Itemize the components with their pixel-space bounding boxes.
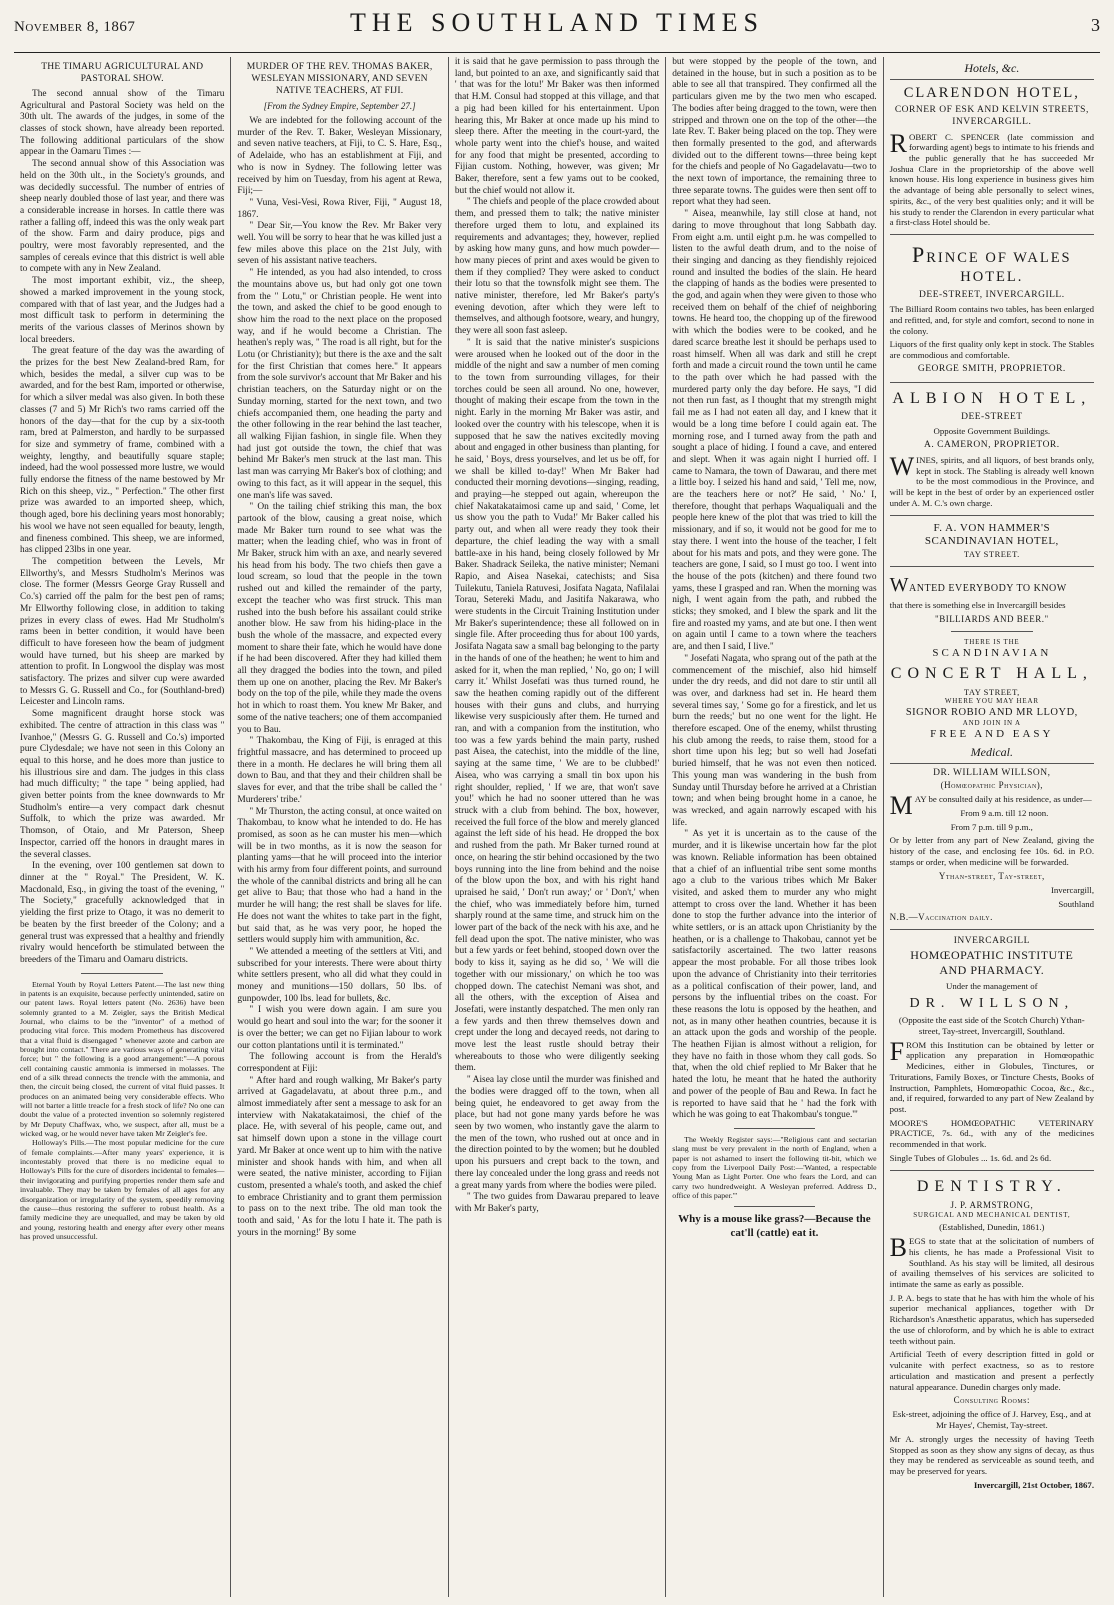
paragraph: it is said that he gave permission to pass through the land, but pointed to an axe, and significantly said that ' that was for the lotu!' Mr Baker was then informed that H.M. Consul had stopped at this village, and that a pig had been killed for his entertainment. Upon hearing this, Mr Baker at once made up his mind to sleep there. After the meeting in the court-yard, the whole party went into the chief's house, and waited for any food that might be presented, according to Fijian custom. Nothing, however, was given; Mr Baker, therefore, sent a few yams out to be cooked, but the chief would not allow it. <box>454 57 660 196</box>
ad-albion-hotel <box>890 389 1094 509</box>
divider <box>890 515 1094 516</box>
article-heading-timaru-show: THE TIMARU AGRICULTURAL AND PASTORAL SHOW. <box>41 61 204 84</box>
section-title-hotels: Hotels, &c. <box>890 61 1094 80</box>
ad-date: Invercargill, 21st October, 1867. <box>973 1479 1095 1490</box>
ad-title: ALBION HOTEL, <box>892 389 1092 407</box>
divider <box>890 566 1094 567</box>
ad-town: INVERCARGILL. <box>952 116 1032 127</box>
ad-address: Invercargill, <box>1050 884 1095 895</box>
dropcap: P <box>912 242 927 268</box>
ad-body: MOORE'S HOMŒOPATHIC VETERINARY PRACTICE, 7s. 6d., with any of the medicines recommended in that work. <box>889 1117 1095 1150</box>
paragraph: " The chiefs and people of the place crowded about them, and pressed them to talk; the native minister therefore urged them to lotu, and explained its requirements and advantages; they, however, replied by asking how many guns, and how much powder—how many pieces of print and axes would be given to them if they complied? They were asked to conduct their lotu so that the townsfolk might see them. The native minister, therefore, led Mr Baker's party's evening devotion, after which they were left to themselves, and although footsore, weary, and hungry, they were all soon fast asleep. <box>454 197 660 337</box>
ad-line: WHERE YOU MAY HEAR <box>944 697 1039 706</box>
column-2 <box>231 57 448 1597</box>
ad-opposite: Opposite Government Buildings. <box>933 426 1051 437</box>
ad-address: (Opposite the east side of the Scotch Church) Ythan-street, Tay-street, Invercargill, Southland. <box>898 1015 1085 1037</box>
ad-hours: From 7 p.m. till 9 p.m., <box>950 821 1033 832</box>
ad-body: The Billiard Room contains two tables, has been enlarged and refitted, and, for style and comfort, second to none in the colony. <box>889 304 1095 336</box>
ad-title: AND PHARMACY. <box>939 963 1045 978</box>
paragraph: " I wish you were down again. I am sure you would go heart and soul into the war; for the sooner it is over the better; we can get no Fijian labour to work our cotton plantations until it is terminated." <box>237 1005 442 1051</box>
ad-title <box>890 241 1094 286</box>
ad-dentistry <box>890 1177 1094 1491</box>
ad-text: INES, spirits, and all liquors, of best brands only, kept in stock. The Stabling is already well known to be the most commodious in the Province, and will be kept in the best of order by an experienced ostler under A. M. C.'s own charge. <box>889 454 1095 508</box>
ad-body: Single Tubes of Globules ... 1s. 6d. and 2s 6d. <box>889 1152 1052 1163</box>
column-4 <box>666 57 883 1597</box>
ad-body <box>889 128 1095 228</box>
paragraph: " On the tailing chief striking this man, the box partook of the blow, causing a great noise, which made Mr Baker turn round to see what was the matter; when the leading chief, who was in front of Mr Baker, struck him with an axe, and nearly severed his head from his body. The two chiefs then gave a loud scream, so loud that the people in the town rushed out and killed the remainder of the party, except the teacher who was first struck. This man rushed into the bush before his assailant could strike another blow. He saw from his hiding-place in the bush the whole of the massacre, and expected every moment to share their fate, which he would have done if he had been discovered. After they had killed them all they dragged the bodies into the town, and piled them up one on another, placing the Rev. Mr Baker's body on the top of the pile, while they made the ovens hot in which to roast them. You knew Mr Baker, and some of the native teachers; one of them accompanied you to Bau. <box>237 502 442 735</box>
paragraph: " It is said that the native minister's suspicions were aroused when he looked out of the door in the middle of the night and saw a number of men coming to the town from surrounding villages, for their torches could be seen all around. No one, however, thought of making their escape from the town in the night. Early in the morning Mr Baker was astir, and looked over the country with his telescope, when it is supposed that he saw the natives excitedly moving about and engaged in other business than planting, for he said, ' Boys, dress yourselves, and let us be off, for we shall be killed to-day!' When Mr Baker had conducted their morning devotions—singing, reading, and praying—he stepped out again, whereupon the chief Nakatakataimosi came up and said, ' Come, let us show you the path to Vuda!' Mr Baker called his party out, and when all were ready they took their departure, the chief leading the way with a small battle-axe in his hand, being closely followed by Mr Baker. Shadrack Seileka, the native minister; Nemani Rapio, and Aisea Nasekai, catechists; and Sisa Tuilekutu, Taniela Ratuvesi, Josifata Nagata, Nafilalai Torau, Setereki Madu, and Jasitifa Nakarawa, who were students in the Circuit Training Institution under Mr Baker's superintendence; these all followed on in single file. After proceeding thus for about 100 yards, Josifata Nagata saw a small bag belonging to the party in the hands of one of the heathen; he went to him and asked for it, when the man replied, ' No, go on; I will carry it.' Whilst Josefati was thus turned round, he saw the heathen coming rapidly out of the different houses with their guns and clubs, and hurrying likewise very suspiciously after them. He turned and ran, and with a companion from the institution, who too was a few yards behind the main party, rushed past Aisea, the catechist, into the middle of the line, saying at the same time, ' We are to be clubbed!' Aisea, who was carrying a small tin box upon his right shoulder, replied, ' If we are, that won't save you!' which he had no sooner uttered than he was struck with a club from behind. The box, however, received the full force of the blow and merely glanced against the left side of his head. He dropped the box and rushed from the path. Mr Baker turned round at once, on hearing the stir behind occasioned by the two boys running into the line from behind and the noise of the blow upon the box, and with his right hand upraised he said, ' Don't run away;' or ' Don't,' when the chief, who was immediately before him, turned sharply round at the same time, and struck him on the lower part of the back of the neck with his axe, and he fell dead upon the spot. The native minister, who was but a few yards or feet behind, stooped down over the body to kiss it, saying as he did so, ' We will die together with our missionary,' on which he too was chopped down. The catechist Nemani was shot, and all the others, with the exception of Aisea and Josefati, were instantly despatched. The men only ran a few yards and then threw themselves down and crept under the long and decayed reeds, not daring to move lest the least rustle should betray their whereabouts to those who were diligently seeking them. <box>454 337 660 1074</box>
dropcap: W <box>889 451 915 481</box>
paragraph: " Dear Sir,—You know the Rev. Mr Baker very well. You will be sorry to hear that he was killed just a few miles above this place on the 21st July, with seven of his assistant native teachers. <box>237 221 442 267</box>
ad-role: SURGICAL AND MECHANICAL DENTIST, <box>913 1210 1071 1219</box>
ad-quote: "BILLIARDS AND BEER." <box>935 614 1049 625</box>
ad-concert-hall <box>890 638 1094 741</box>
ad-address: DEE-STREET <box>961 411 1023 422</box>
ad-line: SCANDINAVIAN <box>932 647 1052 660</box>
ad-subtitle: (Homœopathic Physician), <box>940 780 1044 791</box>
ad-title-text: RINCE OF WALES HOTEL. <box>926 250 1072 286</box>
ad-title: HOMŒOPATHIC INSTITUTE <box>910 948 1074 963</box>
ad-prince-of-wales-hotel <box>890 241 1094 376</box>
paragraph: " The two guides from Dawarau prepared to leave with Mr Baker's party, <box>454 1192 660 1214</box>
ad-name: J. P. ARMSTRONG, <box>950 1199 1034 1210</box>
column-5-advertisements <box>884 57 1100 1597</box>
ad-clarendon-hotel <box>890 84 1094 228</box>
ad-text: OBERT C. SPENCER (late commission and forwarding agent) begs to intimate to his friends and the public generally that he has succeeded Mr Joshua Clare in the proprietorship of the above well known house. His long experience in business gives him the advantage of being able personally to select wines, spirits, &c., of the very best qualities only; and it will be his study to render the Clarendon in every particular what a first-class Hotel should be. <box>889 131 1095 228</box>
divider <box>890 929 1094 930</box>
ad-text: AY be consulted daily at his residence, as under— <box>914 794 1092 805</box>
ad-text: ROM this Institution can be obtained by letter or application any preparation in Homœopathic Medicines, either in Globules, Tinctures, or Triturations, Family Boxes, or Tincture Chests, Books of Instruction, Pamphlets, Homœopathic Cocoa, &c., &c., and, if required, forwarded to any part of New Zealand by post. <box>889 1039 1095 1115</box>
paragraph: The most important exhibit, viz., the sheep, showed a marked improvement in the young stock, compared with that of last year, and the Judges had a most difficult task to perform in determining the merits of the various classes of Merinos shown by local breeders. <box>20 276 225 345</box>
newspaper-title: THE SOUTHLAND TIMES <box>350 8 764 37</box>
ad-proprietor-name: F. A. VON HAMMER'S <box>933 521 1051 534</box>
paragraph: The competition between the Levels, Mr Ellworthy's, and Messrs Studholm's Merinos was close. The former (Messrs George Gray Russell and Co.'s) carried off the palm for the best pen of rams; Mr Ellworthy following close, in addition to taking prizes in every class of ewes. Had Mr Studholm's rams been in better condition, it would have been difficult to have foreseen how the beam of judgment would have turned, but his sheep are marked by attention to profit. In Longwool the display was most satisfactory. The prizes and silver cup were awarded to Messrs G. G. Russell and Co., for (Southland-bred) Leicester and Lincoln rams. <box>20 557 225 708</box>
ad-body <box>889 1233 1095 1290</box>
ad-title: CLARENDON HOTEL, <box>903 84 1080 101</box>
ad-body: Or by letter from any part of New Zealand, giving the history of the case, and enclosing fee 10s. 6d. in P.O. stamps or order, when medicine will be forwarded. <box>889 835 1095 867</box>
columns <box>14 57 1100 1597</box>
ad-line: INVERCARGILL <box>953 936 1030 947</box>
dropcap: R <box>889 128 907 158</box>
ad-wanted <box>890 573 1094 626</box>
column-1 <box>14 57 231 1597</box>
paragraph: In the evening, over 100 gentlemen sat down to dinner at the " Royal." The President, W. K. Macdonald, Esq., in giving the toast of the evening, " The Society," gracefully acknowledged that in yielding the first prize to Otago, it was no demerit to be beaten by the first breeder of the Colony; and a general trust was expressed that a healthy and friendly rivalry would henceforth be stimulated between the breeders of the Timaru and Oamaru districts. <box>20 861 225 965</box>
paragraph: Some magnificent draught horse stock was exhibited. The centre of attraction in this class was " Ivanhoe," (Messrs G. G. Russell and Co.'s) imported pure Clydesdale; we have not seen in this Colony an equal to this horse, and he does more than justice to his illustrious sire and dam. The judges in this class had much difficulty; " the tape " being applied, had given better points from the knee downwards to Mr Studholm's entire—a very compact dark chesnut Suffolk, to which the prize was awarded. Mr Thomson, of Otaio, and Mr Paterson, Sheep Inspector, carried off the honors in draught mares in the several classes. <box>20 709 225 860</box>
paragraph: " Aisea lay close until the murder was finished and the bodies were dragged off to the town, when all being quiet, he endeavored to get away from the place, but had not gone many yards before he was seen by two women, who instantly gave the alarm to the men of the town, who rushed out at once and in the direction pointed to by the women; but he doubled upon his pursuers and crept back to the town, and there lay concealed under the long grass and reeds not a great many yards from where the bodies were piled. <box>454 1075 660 1191</box>
paragraph: " Mr Thurston, the acting consul, at once waited on Thakombau, to know what he intended to do. He has promised, as soon as he can muster his men—which will be in two months, as it is now the season for planting yams—that he will proceed into the interior with his army from four different points, and surround the whole of the cannibal districts and bring all he can get alive to Bau; that those who had a hand in the murder he will hang; the rest shall be slaves for life. He does not want the whites to take part in the fight, but said that, as he was very poor, he hoped the settlers would supply him with ammunition, &c. <box>237 806 442 946</box>
paragraph: The following account is from the Herald's correspondent at Fiji: <box>237 1052 442 1074</box>
dropcap: F <box>889 1036 905 1066</box>
masthead <box>14 8 1100 53</box>
ad-body: Liquors of the first quality only kept in stock. The Stables are commodious and comfortable. <box>889 339 1095 361</box>
ad-note: N.B.—Vaccination daily. <box>889 912 993 923</box>
ad-body: that there is something else in Invercargill besides <box>889 600 1066 611</box>
ad-rooms: Esk-street, adjoining the office of J. Harvey, Esq., and at Mr Hayes', Chemist, Tay-street. <box>892 1409 1092 1431</box>
ad-title: SCANDINAVIAN HOTEL, <box>924 535 1059 548</box>
ad-proprietor: A. CAMERON, PROPRIETOR. <box>924 440 1060 451</box>
ad-body <box>889 451 1095 509</box>
ad-address: Southland <box>1058 898 1095 909</box>
ad-line: FREE AND EASY <box>930 727 1054 740</box>
issue-date: November 8, 1867 <box>14 19 136 35</box>
article-heading-baker-murder: MURDER OF THE REV. THOMAS BAKER, WESLEYAN MISSIONARY, AND SEVEN NATIVE TEACHERS, AT FIJI. <box>246 61 433 96</box>
divider <box>734 1206 816 1207</box>
ad-title: CONCERT HALL, <box>890 664 1093 682</box>
divider <box>890 382 1094 383</box>
ad-performers: SIGNOR ROBIO AND MR LLOYD, <box>905 706 1078 718</box>
ad-body: Mr A. strongly urges the necessity of having Teeth Stopped as soon as they show any signs of decay, as thus they may be rendered as serviceable as sound teeth, and may be preserved for years. <box>889 1433 1095 1477</box>
paragraph: " We attended a meeting of the settlers at Viti, and subscribed for your interests. There were about thirty white settlers present, who all did what they could in money and munitions—150 dollars, 50 lbs. of gunpowder, 100 lbs. lead for bullets, &c. <box>237 946 442 1004</box>
paragraph: " Vuna, Vesi-Vesi, Rowa River, Fiji, " August 18, 1867. <box>237 197 442 220</box>
paragraph: " After hard and rough walking, Mr Baker's party arrived at Gagadelavatu, at about three p.m., and almost immediately after sent a message to ask for an interview with Nakatakataimosi, the chief of the place. He, with several of his people, came out, and sat himself down upon a stone in the village court yard. Mr Baker at once went up to him with the native minister and shook hands with him, and when all were seated, the native minister, according to Fijian custom, presented a whale's tooth, and asked the chief to embrace Christianity and to grant them permission to pass on to the next tribe. The old man took the tooth and said, ' As for the lotu I hate it. The path is yours in the morning!' By some <box>237 1075 442 1238</box>
ad-hours: From 9 a.m. till 12 noon. <box>960 808 1049 819</box>
divider <box>890 1170 1094 1171</box>
ad-dr-willson <box>890 768 1094 923</box>
ad-body <box>889 1036 1095 1115</box>
ad-title: DR. WILLIAM WILLSON, <box>933 768 1051 779</box>
section-title-medical: Medical. <box>890 745 1094 764</box>
paragraph-holloway: Holloway's Pills.—The most popular medicine for the cure of female complaints.—After many years' experience, it is incontestably proved that there is no medicine equal to Holloway's Pills for the cure of disorders incidental to females—their invigorating and purifying properties render them safe and invaluable. They may be taken by females of all ages for any disorganization or irregularity of the system, speedily removing the cause—thus restoring the sufferer to robust health. As a family medicine they are unequalled, and may be taken by old and young, restoring health and energy after every other means has proved unsuccessful. <box>20 1138 225 1241</box>
ad-doctor: DR. WILLSON, <box>909 995 1075 1011</box>
article-source: [From the Sydney Empire, September 27.] <box>263 100 416 111</box>
ad-title-text: ANTED EVERYBODY TO KNOW <box>909 582 1067 594</box>
ad-title <box>890 573 1094 598</box>
paragraph: The great feature of the day was the awarding of the prizes for the best New Zealand-bred Ram, for which, besides the medal, a silver cup was to be awarded, and for the best Ram, imported or otherwise, for which a silver medal was also given. In both these classes (7 and 5) Mr Rich's two rams carried off the honors of the day—that for the cup by a six-tooth ram, bred at Palmerston, and hardly to be surpassed for size and symmetry of frame, combined with a weighty, lengthy, and beautifully square staple; indeed, had the wool possessed more lustre, we would fully endorse the fitness of the name bestowed by Mr Rich on this sheep, viz., " Perfection." The other first prize was awarded to an imported sheep, which, though aged, bore his declining years most honorably; his wool we have not seen equalled for beauty, length, and fineness combined. This sheep, we are informed, has clipped 23lbs in one year. <box>20 346 225 556</box>
ad-address: DEE-STREET, INVERCARGILL. <box>919 289 1065 300</box>
ad-established: (Established, Dunedin, 1861.) <box>939 1222 1045 1233</box>
paragraph: " Aisea, meanwhile, lay still close at hand, not daring to move throughout that long Sabbath day. From eight a.m. until eight p.m. he was compelled to listen to the awful death drum, and to the noise of their singing and dancing as they fiendishly rejoiced round and insulted the bodies of the slain. He heard the clapping of hands as the bodies were presented to the god, and again when they were given to those who received them on behalf of the chief of neighboring towns. He heard too, the chopping up of the firewood with which the bodies were to be cooked, and he dared scarce breathe lest it should be perhaps used to roast himself. When all was dark and still he crept forth and made a circuit round the town until he came to the path over which he had passed with the murdered party only the day before. He says, "I did not then run fast, as I thought that my strength might fail me as I had not eaten all day, and I knew that it would be a long time before I could again eat. The morning rose, and I turned away from the path and sought a place of hiding. I found a cave, and entered and slept. When it was again night I hurried off. I came to Namara, the town of Dawarau, and there met a little boy. I seized his hand and said, ' Tell me, now, are the teachers here or not?' He said, ' No.' I, therefore, thought that perhaps Waqualiquali and the people here knew of the plot that was tried to kill the missionary, and if so, it would not be good for me to stay there. I went into the house of the teacher, I felt about for his mats and pots, and they were gone. The teachers are gone, I said, so I must go too. I went into the house of the pots (kitchen) and there found two yams, these I grasped and ran. When the morning was nigh, I went again from the path, and rubbed the sticks; they smoked, and I blew the spark and lit the fire and roasted my yams, and ate but one. I then went on again until I came to a town where the teachers are, and then I said, I live." <box>672 209 877 653</box>
page-number: 3 <box>1091 15 1100 35</box>
paragraph: but were stopped by the people of the town, and detained in the house, but in such a position as to be able to see all that transpired. They confirmed all the particulars given me by the two men who escaped. The bodies after being dragged to the town, were then stripped and thrown one on the top of the other—the late Rev. T. Baker being placed on the top. They were then formally presented to the god, and afterwards divided out to the different towns—three being kept for the chiefs and people of No Gagadelavatu—two to the next town of importance, the remaining three to three separate towns. The guides were then sent off to report what they had seen. <box>672 57 877 208</box>
ad-title: DENTISTRY. <box>916 1177 1067 1195</box>
riddle: Why is a mouse like grass?—Because the cat'll (cattle) eat it. <box>678 1213 871 1240</box>
ad-line: THERE IS THE <box>964 638 1020 647</box>
paragraph: The second annual show of the Timaru Agricultural and Pastoral Society was held on the 30th ult. The awards of the judges, in some of the classes of stock shown, have already been reported. The following additional particulars of the show appear in the Oamaru Times :— <box>20 88 225 158</box>
dropcap: W <box>889 573 910 596</box>
ad-rooms-title: Consulting Rooms: <box>953 1395 1031 1406</box>
divider <box>734 1128 816 1129</box>
ad-homoeopathic-institute <box>890 936 1094 1163</box>
divider <box>951 631 1033 632</box>
ad-scandinavian-hotel <box>890 522 1094 560</box>
paragraph: " Josefati Nagata, who sprang out of the path at the commencement of the mischief, also hid himself under the dry reeds, and did not dare to stir until all was over, and darkness had set in. He heard them several times say, ' Some go for a firestick, and let us burn the reeds;' but no one went for the light. He therefore escaped. One of the enemy, whilst thrusting his club among the reeds, to raise them, stood for a short time upon his leg; but so well had Josefati buried himself, that he was not even then noticed. This young man was wandering in the bush from Sunday until Thursday before he arrived at a Christian town; and when being brought home in a canoe, he was wrecked, and again narrowly escaped with his life. <box>672 653 877 828</box>
paragraph-weekly-register: The Weekly Register says:—"Religious cant and sectarian slang must be very prevalent in the north of England, when a paper is not ashamed to insert the following tit-bit, which we copy from the Liverpool Daily Post:—'Wanted, a respectable Young Man as Light Porter. One who fears the Lord, and can carry two hundredweight. A Wesleyan preferred. Address D., office of this paper.'" <box>672 1134 877 1201</box>
paragraph: " He intended, as you had also intended, to cross the mountains above us, but had only got one town from the " Lotu," or Christian people. He went into the town, and asked the chief to be good enough to show him the road to the next place on the proposed way, and if he would become a Christian. The heathen's reply was, " The road is all right, but for the Lotu (or Christianity); but there is the axe and the salt for the first Christian that comes here." It appears from the sole survivor's account that Mr Baker and his christian teachers, on the Saturday night or on the Sunday morning, started for the next town, and two chiefs accompanied them, one heading the party and the other following in the rear behind the last teacher, all walking Fijian fashion, in single file. When they had just got outside the town, the chief that was behind Mr Baker's men struck at the last man. This last man was carrying Mr Baker's box of clothing; and owing to this fact, as it will appear in the sequel, this one man's life was saved. <box>237 268 442 501</box>
divider <box>890 234 1094 235</box>
paragraph: The second annual show of this Association was held on the 30th ult., in the Society's grounds, and was decidedly successful. The number of entries of sheep nearly doubled those of last year, and there was a considerable increase in horses. In cattle there was rather a falling off, indeed this was the only weak part of the show. Farm and dairy produce, pigs and poultry, were most favorably represented, and the samples of cereals evince that this district is well able to compete with any in New Zealand. <box>20 159 225 275</box>
ad-address: Ythan-street, Tay-street, <box>938 870 1045 881</box>
divider <box>81 973 163 974</box>
ad-address: TAY STREET, <box>963 686 1020 697</box>
ad-address: TAY STREET. <box>963 548 1020 559</box>
ad-line: Under the management of <box>946 981 1038 992</box>
ad-body: J. P. A. begs to state that he has with him the whole of his superior mechanical appliances, together with Dr Richardson's Anæsthetic apparatus, which has superseded the use of chloroform, and by which he is able to extract teeth without pain. <box>889 1292 1095 1346</box>
paragraph: " As yet it is uncertain as to the cause of the murder, and it is likewise uncertain how far the plot was known. Reliable information has been obtained that a chief of an influential tribe sent some months ago a club to the various tribes which Mr Baker visited, and asked them to murder any who might attempt to cross over the land. Whether it has been done to stop the further advance into the interior of white settlers, or is an attack upon Christianity by the heathen, or is a challenge to Thakobau, cannot yet be satisfactorily ascertained. The two latter reasons appear the most probable. For all those tribes look upon the advance of Christianity into their territories as a political confiscation of their power, land, and persons by the influential tribes on the coast. For these reasons the lotu is opposed by the heathen, and not, as in many other heathen countries, because it is an attack upon the gods and worship of the people. The heathen Fijian is almost without a religion, for they have no faith in those whom they call gods. So that, when the old chief replied to Mr Baker that he hated the lotu, he meant that he hated the authority and power of the people of Bau and Rewa. In fact he is reported to have said that he ' had the fork with which he was going to eat Thakombau's tongue.'" <box>672 829 877 1121</box>
dropcap: B <box>889 1233 907 1263</box>
dropcap: M <box>889 791 913 821</box>
ad-body: Artificial Teeth of every description fitted in gold or vulcanite with perfect exactness, so as to restore articulation and mastication and present a perfectly natural appearance. Dunedin charges only made. <box>889 1349 1095 1392</box>
paragraph: We are indebted for the following account of the murder of the Rev. T. Baker, Wesleyan Missionary, and seven native teachers, at Fiji, to C. S. Hare, Esq., of Adelaide, who has an establishment at Fiji, and who is now in Sydney. The following letter was received by him on Tuesday, from his agent at Rewa, Fiji;— <box>237 116 442 197</box>
column-3 <box>449 57 666 1597</box>
paragraph: " Thakombau, the King of Fiji, is enraged at this frightful massacre, and has determined to proceed up there in a month. He declares he will bring them all down to Bau, and that they and their children shall be slaves for ever, and that the tribe shall be called the ' Murderers' tribe.' <box>237 736 442 805</box>
ad-proprietor: GEORGE SMITH, PROPRIETOR. <box>917 363 1066 374</box>
paragraph-eternal-youth: Eternal Youth by Royal Letters Patent.—The last new thing in patents is an exquisite, because perfectly unintended, satire on our patent laws. Royal letters patent (No. 2636) have been solemnly granted to a M. Zeigler, says the British Medical Journal, who claims to be the "inventor" of a method of producing vital force. This modern Prometheus has discovered that a vital fluid is disengaged " whenever azote and carbon are brought into contact." There are various ways of generating vital force; but " the following is a good arrangement:"—A porous cell containing caustic ammonia is immersed in molasses. The end of a silk thread connects the trencle with the ammonia, and then, the circuit being closed, the current of vital fluid passes. It produces on an animated being very considerable effects. Who will not barter a little treacle for a fresh stock of life? No one can doubt the value of a protected invention so solemnly registered by Mr Deputy Chaffwax, who, we suspect, after all, must be a wicked wag, or he would never have taken Mr Zeigler's fee. <box>20 979 225 1139</box>
ad-text: EGS to state that at the solicitation of numbers of his clients, he has made a Professional Visit to Southland. As his stay will be limited, all desirous of availing themselves of his services are solicited to intimate the same as early as possible. <box>889 1236 1095 1290</box>
ad-line: AND JOIN IN A <box>962 718 1021 727</box>
ad-address: CORNER OF ESK AND KELVIN STREETS, <box>894 104 1089 115</box>
